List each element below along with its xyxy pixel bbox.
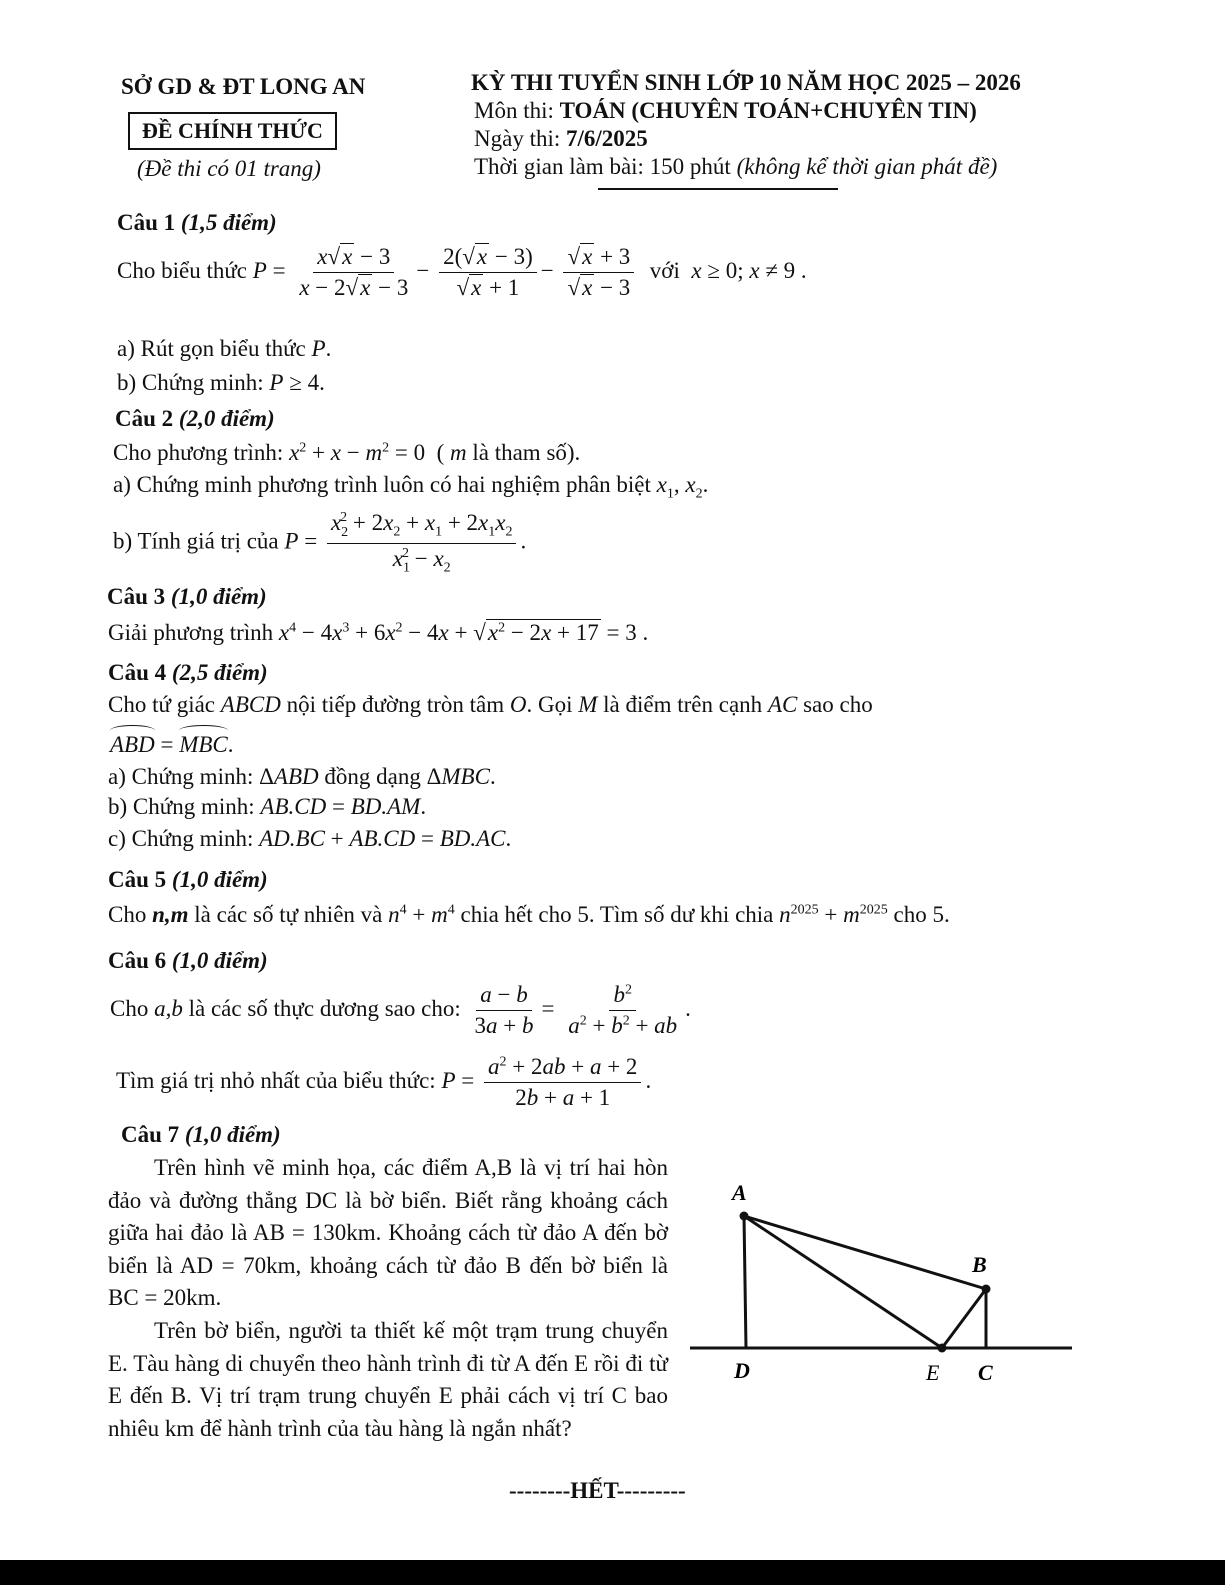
q5-points: (1,0 điểm) xyxy=(171,867,268,892)
q3-text: Giải phương trình xyxy=(108,620,279,645)
exam-subject xyxy=(474,98,977,124)
q6-find: Tìm giá trị nhỏ nhất của biểu thức: P = $\frac{a^2 + 2ab + a + 2}{2b + a + 1}$ . xyxy=(116,1054,652,1111)
q5-text-2: là các số tự nhiên và xyxy=(188,902,389,927)
q1-expression: Cho biểu thức P = $\frac{x√x - 3}{x - 2√x - 3}$ − $\frac{2(√x - 3)}{√x + 1}$ − $\frac{√x + 3}{√x - 3}$ với x ≥ 0; x ≠ 9 . xyxy=(117,244,807,301)
q4-angle-condition: ABD = MBC. xyxy=(110,732,234,757)
q1-title: Câu 1 xyxy=(117,210,181,235)
q6-fraction-right: $\frac{b^2}{a^2 + b^2 + ab}$ xyxy=(568,982,678,1039)
point-a xyxy=(740,1212,749,1221)
q1-heading xyxy=(117,210,277,236)
q3-title: Câu 3 xyxy=(107,584,171,609)
subject-label: Môn thi: xyxy=(474,98,560,123)
q1-part-a: a) Rút gọn biểu thức P. xyxy=(117,336,332,361)
q4-intro-1: Cho tứ giác xyxy=(108,692,221,717)
q2-param-text: là tham số). xyxy=(466,440,581,465)
exam-date xyxy=(474,126,648,152)
q2-heading xyxy=(115,406,275,432)
q7-title: Câu 7 xyxy=(121,1122,185,1147)
q4-part-a-text: a) Chứng minh: xyxy=(108,764,260,789)
q1-fraction-1: $\frac{x√x - 3}{x - 2√x - 3}$ xyxy=(299,244,409,301)
q2-title: Câu 2 xyxy=(115,406,179,431)
q4-intro-2: nội tiếp đường tròn tâm xyxy=(280,692,510,717)
q4-points: (2,5 điểm) xyxy=(171,660,268,685)
q6-intro-1: Cho xyxy=(110,996,155,1022)
q3-points: (1,0 điểm) xyxy=(170,584,267,609)
q6-fraction-p: $\frac{a^2 + 2ab + a + 2}{2b + a + 1}$ xyxy=(484,1054,641,1112)
q6-find-text: Tìm giá trị nhỏ nhất của biểu thức: xyxy=(116,1068,442,1094)
q1-part-b: b) Chứng minh: P ≥ 4. xyxy=(117,370,325,395)
q6-heading xyxy=(108,948,268,974)
point-e xyxy=(938,1344,947,1353)
q5-text: Cho n,m là các số tự nhiên và $n^4 + m^4$ chia hết cho 5. Tìm số dư khi chia $n^{2025} + m^{2025}$ cho 5. xyxy=(108,902,950,927)
q1-fraction-2: $\frac{2(√x - 3)}{√x + 1}$ xyxy=(439,244,537,302)
q4-part-a: a) Chứng minh: ΔABD đồng dạng ΔMBC. xyxy=(108,764,496,789)
exam-title: KỲ THI TUYỂN SINH LỚP 10 NĂM HỌC 2025 – 2026 xyxy=(471,70,1021,95)
q1-condition-word: với xyxy=(649,258,680,284)
q1-points: (1,5 điểm) xyxy=(180,210,277,235)
q7-figure xyxy=(690,1170,1080,1400)
q4-heading xyxy=(108,660,268,686)
q5-text-3: chia hết cho 5. Tìm số dư khi chia xyxy=(454,902,780,927)
q2-part-a-text: a) Chứng minh phương trình luôn có hai nghiệm phân biệt xyxy=(113,472,657,497)
q7-points: (1,0 điểm) xyxy=(184,1122,281,1147)
q2-points: (2,0 điểm) xyxy=(178,406,275,431)
q5-text-4: cho 5. xyxy=(887,902,950,927)
q7-heading xyxy=(121,1122,281,1148)
label-a: A xyxy=(732,1180,747,1205)
q4-intro-3: . Gọi xyxy=(526,692,579,717)
q1-part-a-text: a) Rút gọn biểu thức xyxy=(117,336,312,361)
q6-intro-2: là các số thực dương sao cho: xyxy=(182,996,461,1022)
q4-title: Câu 4 xyxy=(108,660,172,685)
q4-part-b-text: b) Chứng minh: xyxy=(108,794,261,819)
duration-note: (không kể thời gian phát đề) xyxy=(736,154,998,179)
q6-title: Câu 6 xyxy=(108,948,172,973)
q6-fraction-left: $\frac{a - b}{3a + b}$ xyxy=(474,982,534,1039)
q3-equation: Giải phương trình $x^4 - 4x^3 + 6x^2 - 4x + √x^2 - 2x + 17 = 3$ . xyxy=(108,620,649,645)
q4-intro: Cho tứ giác ABCD nội tiếp đường tròn tâm O. Gọi M là điểm trên cạnh AC sao cho xyxy=(108,692,873,717)
segment-ab xyxy=(744,1216,986,1289)
page-count-note: (Đề thi có 01 trang) xyxy=(137,156,321,181)
segment-ae xyxy=(744,1216,942,1348)
q4-intro-4: là điểm trên cạnh xyxy=(597,692,768,717)
date-value: 7/6/2025 xyxy=(566,126,648,151)
scan-bottom-edge xyxy=(0,1560,1225,1585)
date-label: Ngày thi: xyxy=(474,126,566,151)
q2-equation: Cho phương trình: $x^2 + x - m^2 = 0$ ( m là tham số). xyxy=(113,440,581,465)
segment-ad xyxy=(744,1216,746,1348)
q2-intro: Cho phương trình: xyxy=(113,440,290,465)
q1-fraction-3: $\frac{√x + 3}{√x - 3}$ xyxy=(563,244,634,302)
label-b: B xyxy=(972,1252,987,1277)
header-divider xyxy=(598,188,838,190)
q1-part-b-text: b) Chứng minh: xyxy=(117,370,270,395)
point-b xyxy=(982,1285,991,1294)
q6-points: (1,0 điểm) xyxy=(171,948,268,973)
q4-intro-5: sao cho xyxy=(797,692,873,717)
q2-fraction: $\frac{x_2^2 + 2x_2 + x_1 + 2x_1x_2}{x_1^2 - x_2}$ xyxy=(327,510,517,576)
q4-part-a-mid: đồng dạng xyxy=(318,764,427,789)
exam-duration xyxy=(474,154,997,180)
end-marker: --------HẾT--------- xyxy=(509,1478,686,1503)
q5-heading xyxy=(108,867,268,893)
q5-text-1: Cho xyxy=(108,902,153,927)
q2-part-b: b) Tính giá trị của P = $\frac{x_2^2 + 2x_2 + x_1 + 2x_1x_2}{x_1^2 - x_2}$ . xyxy=(113,510,527,576)
q7-paragraph-1: Trên hình vẽ minh họa, các điểm A,B là vị trí hai hòn đảo và đường thẳng DC là bờ biển. Biết rằng khoảng cách giữa hai đảo là AB = 130km. Khoảng cách từ đảo A đến bờ biển là AD = 70km, khoảng cách từ đảo B đến bờ biển là BC = 20km. xyxy=(108,1155,668,1310)
q4-part-c-text: c) Chứng minh: xyxy=(108,826,260,851)
q4-part-b: b) Chứng minh: AB.CD = BD.AM. xyxy=(108,794,427,819)
duration-label: Thời gian làm bài: 150 phút xyxy=(474,154,737,179)
q1-intro: Cho biểu thức xyxy=(117,258,253,284)
label-e: E xyxy=(926,1360,940,1385)
label-d: D xyxy=(734,1358,750,1383)
subject-value: TOÁN (CHUYÊN TOÁN+CHUYÊN TIN) xyxy=(559,98,977,123)
q4-part-c: c) Chứng minh: AD.BC + AB.CD = BD.AC. xyxy=(108,826,512,851)
segment-eb xyxy=(942,1289,986,1348)
label-c: C xyxy=(978,1360,993,1385)
q6-condition: Cho a,b là các số thực dương sao cho: $\frac{a - b}{3a + b}$ = $\frac{b^2}{a^2 + b^2 + ab}$ . xyxy=(110,982,691,1039)
department-name: SỞ GD & ĐT LONG AN xyxy=(121,74,366,99)
q3-heading xyxy=(107,584,267,610)
q5-title: Câu 5 xyxy=(108,867,172,892)
q7-paragraph-2: Trên bờ biển, người ta thiết kế một trạm trung chuyển E. Tàu hàng di chuyển theo hành trình đi từ A đến E rồi đi từ E đến B. Vị trí trạm trung chuyển E phải cách vị trí C bao nhiêu km để hành trình của tàu hàng là ngắn nhất? xyxy=(108,1318,668,1441)
q2-part-b-text: b) Tính giá trị của xyxy=(113,528,285,554)
q2-part-a: a) Chứng minh phương trình luôn có hai nghiệm phân biệt $x_1$, $x_2$. xyxy=(113,472,709,502)
official-exam-box: ĐỀ CHÍNH THỨC xyxy=(128,112,337,150)
